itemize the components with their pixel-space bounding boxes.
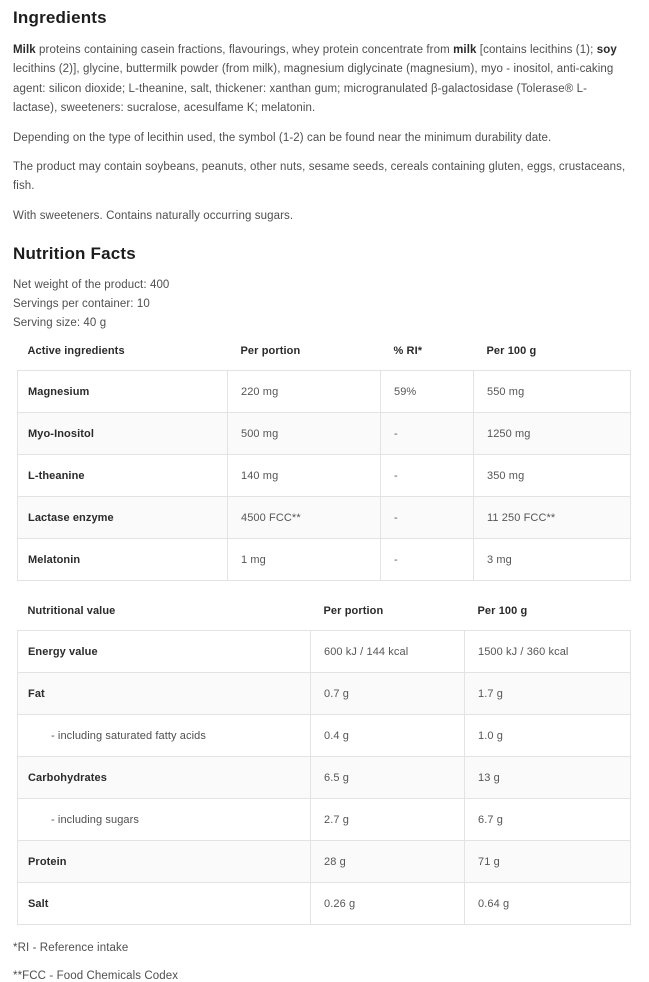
active-header-name: Active ingredients (27, 345, 125, 358)
table-row (18, 631, 631, 673)
per-100g-cell: 1250 mg (474, 413, 631, 455)
ri-cell: - (381, 413, 474, 455)
per-portion-cell: 140 mg (228, 455, 381, 497)
serving-size-line: Serving size: 40 g (13, 317, 107, 330)
active-table-header-row (18, 345, 631, 371)
nutrient-name-cell: Energy value (18, 631, 311, 673)
table-row (18, 413, 631, 455)
per-portion-cell: 0.7 g (311, 673, 465, 715)
nutrient-name-cell: Protein (18, 841, 311, 883)
per-100g-cell: 1500 kJ / 360 kcal (465, 631, 631, 673)
ingredient-name-cell: Melatonin (18, 539, 228, 581)
ingredients-heading: Ingredients (13, 8, 107, 27)
table-row (18, 841, 631, 883)
per-100g-cell: 550 mg (474, 371, 631, 413)
table-row (18, 883, 631, 925)
active-header-ri: % RI* (393, 345, 423, 358)
nutritional-header-per-portion: Per portion (323, 605, 384, 618)
per-portion-cell: 500 mg (228, 413, 381, 455)
table-row (18, 715, 631, 757)
lecithin-note-paragraph: Depending on the type of lecithin used, the symbol (1-2) can be found near the minimum durability date. (13, 131, 552, 144)
ingredient-name-cell: Magnesium (18, 371, 228, 413)
per-100g-cell: 1.0 g (465, 715, 631, 757)
ri-cell: 59% (381, 371, 474, 413)
nutrient-name-cell: Fat (18, 673, 311, 715)
ri-cell: - (381, 539, 474, 581)
per-portion-cell: 6.5 g (311, 757, 465, 799)
per-portion-cell: 220 mg (228, 371, 381, 413)
soy-bold-term: soy (596, 44, 617, 56)
per-portion-cell: 0.4 g (311, 715, 465, 757)
ingredient-name-cell: L-theanine (18, 455, 228, 497)
ingredients-text-3: lecithins (2)], glycine, buttermilk powder (from milk), magnesium diglycinate (magnesium), myo - inositol, anti-caking agent: silicon dioxide; L-theanine, salt, thickener: xanthan gum; microgranulated β-galactosidase (Tolerase® L-lactase), sweeteners: sucralose, acesulfame K; melatonin. (13, 63, 614, 115)
table-row (18, 799, 631, 841)
ingredient-name-cell: Myo-Inositol (18, 413, 228, 455)
active-ingredients-table (17, 345, 631, 581)
per-100g-cell: 13 g (465, 757, 631, 799)
per-100g-cell: 6.7 g (465, 799, 631, 841)
table-row (18, 371, 631, 413)
ri-footnote: *RI - Reference intake (13, 942, 129, 955)
active-header-per-portion: Per portion (240, 345, 301, 358)
per-portion-cell: 2.7 g (311, 799, 465, 841)
nutritional-table-header-row (18, 605, 631, 631)
per-100g-cell: 1.7 g (465, 673, 631, 715)
per-100g-cell: 3 mg (474, 539, 631, 581)
per-100g-cell: 350 mg (474, 455, 631, 497)
nutritional-value-table (17, 605, 631, 925)
sweeteners-paragraph: With sweeteners. Contains naturally occurring sugars. (13, 209, 294, 222)
per-100g-cell: 71 g (465, 841, 631, 883)
table-row (18, 455, 631, 497)
nutrient-subitem-cell: - including sugars (18, 799, 311, 841)
per-100g-cell: 0.64 g (465, 883, 631, 925)
per-portion-cell: 1 mg (228, 539, 381, 581)
allergen-paragraph: The product may contain soybeans, peanuts, other nuts, sesame seeds, cereals containing gluten, eggs, crustaceans, fish. (13, 161, 626, 193)
net-weight-line: Net weight of the product: 400 (13, 279, 170, 292)
ingredients-paragraph (13, 41, 630, 119)
per-portion-cell: 0.26 g (311, 883, 465, 925)
table-row (18, 757, 631, 799)
per-100g-cell: 11 250 FCC** (474, 497, 631, 539)
per-portion-cell: 28 g (311, 841, 465, 883)
table-row (18, 673, 631, 715)
nutrient-name-cell: Salt (18, 883, 311, 925)
milk-bold-term-2: milk (453, 44, 477, 56)
ingredients-text-1: proteins containing casein fractions, flavourings, whey protein concentrate from (35, 44, 454, 56)
table-row (18, 539, 631, 581)
fcc-footnote: **FCC - Food Chemicals Codex (13, 970, 179, 982)
nutrient-name-cell: Carbohydrates (18, 757, 311, 799)
nutrition-facts-heading: Nutrition Facts (13, 244, 136, 264)
nutritional-header-name: Nutritional value (27, 605, 116, 618)
nutrient-subitem-cell: - including saturated fatty acids (18, 715, 311, 757)
per-portion-cell: 600 kJ / 144 kcal (311, 631, 465, 673)
table-row (18, 497, 631, 539)
ri-cell: - (381, 497, 474, 539)
servings-per-container-line: Servings per container: 10 (13, 298, 150, 311)
ri-cell: - (381, 455, 474, 497)
ingredients-text-2: [contains lecithins (1); (476, 44, 597, 56)
nutritional-header-per-100g: Per 100 g (477, 605, 528, 618)
ingredient-name-cell: Lactase enzyme (18, 497, 228, 539)
active-header-per-100g: Per 100 g (486, 345, 537, 358)
per-portion-cell: 4500 FCC** (228, 497, 381, 539)
milk-bold-term: Milk (13, 44, 36, 56)
